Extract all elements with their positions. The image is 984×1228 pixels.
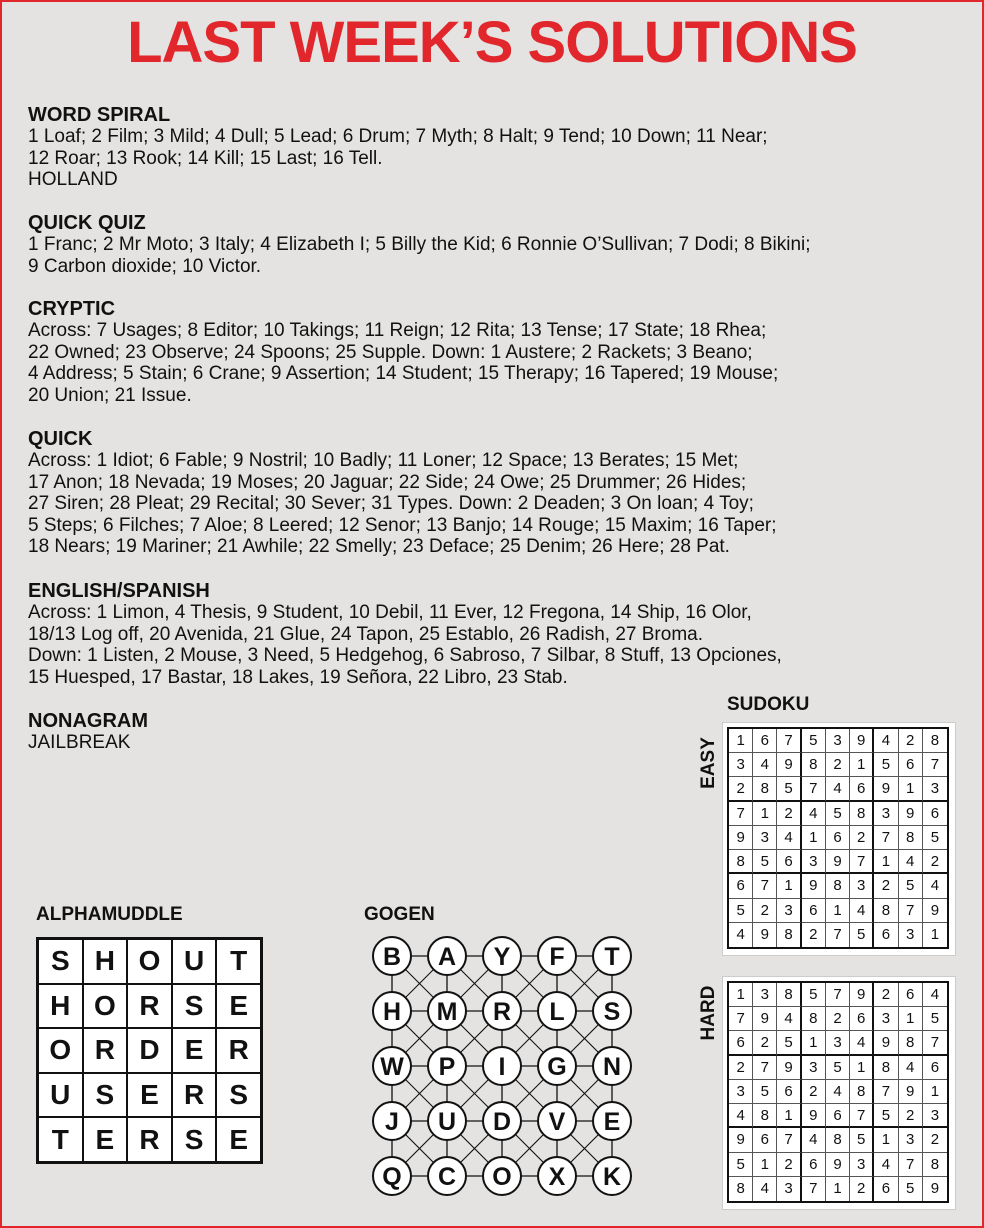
sudoku-cell: 4 xyxy=(777,826,801,850)
sudoku-cell: 2 xyxy=(923,850,947,874)
sudoku-cell: 4 xyxy=(850,899,874,923)
gogen-letter: N xyxy=(602,1053,622,1081)
sudoku-cell: 2 xyxy=(802,923,826,947)
sudoku-cell: 2 xyxy=(850,826,874,850)
gogen-letter: R xyxy=(492,998,512,1026)
gogen-letter: Q xyxy=(382,1163,402,1191)
alphamuddle-cell: T xyxy=(216,939,261,984)
sudoku-cell: 1 xyxy=(729,729,753,753)
alphamuddle-cell: R xyxy=(216,1028,261,1073)
gogen-letter: F xyxy=(549,943,565,971)
sudoku-cell: 6 xyxy=(802,1153,826,1177)
alphamuddle-cell: E xyxy=(216,984,261,1029)
section-quick-quiz xyxy=(28,212,968,277)
sudoku-cell: 9 xyxy=(753,923,777,947)
sudoku-cell: 3 xyxy=(729,753,753,777)
sudoku-cell: 3 xyxy=(826,729,850,753)
sudoku-cell: 1 xyxy=(874,1128,898,1152)
sudoku-cell: 4 xyxy=(923,983,947,1007)
alphamuddle-cell: S xyxy=(216,1073,261,1118)
sudoku-cell: 7 xyxy=(850,850,874,874)
gogen-letter: D xyxy=(492,1108,512,1136)
alphamuddle-cell: H xyxy=(83,939,128,984)
sudoku-heading: SUDOKU xyxy=(727,694,810,715)
section-heading: WORD SPIRAL xyxy=(28,104,171,126)
alphamuddle-cell: D xyxy=(127,1028,172,1073)
sudoku-cell: 1 xyxy=(850,1056,874,1080)
sudoku-cell: 3 xyxy=(826,1031,850,1055)
sudoku-cell: 4 xyxy=(850,1031,874,1055)
sudoku-cell: 6 xyxy=(899,753,923,777)
sudoku-cell: 8 xyxy=(729,850,753,874)
sudoku-cell: 2 xyxy=(899,1104,923,1128)
section-heading: ENGLISH/SPANISH xyxy=(28,580,210,602)
sudoku-cell: 7 xyxy=(923,1031,947,1055)
section-cryptic xyxy=(28,298,968,406)
alphamuddle-cell: E xyxy=(172,1028,217,1073)
sudoku-cell: 4 xyxy=(753,1177,777,1201)
gogen-letter: K xyxy=(602,1163,622,1191)
sudoku-cell: 9 xyxy=(899,1080,923,1104)
alphamuddle-cell: R xyxy=(127,1117,172,1162)
sudoku-cell: 2 xyxy=(826,1007,850,1031)
sudoku-cell: 3 xyxy=(802,850,826,874)
sudoku-cell: 6 xyxy=(729,1031,753,1055)
sudoku-cell: 6 xyxy=(850,777,874,801)
sudoku-cell: 7 xyxy=(753,1056,777,1080)
sudoku-cell: 7 xyxy=(753,874,777,898)
sudoku-cell: 2 xyxy=(729,1056,753,1080)
sudoku-cell: 7 xyxy=(777,1128,801,1152)
gogen-letter: L xyxy=(549,998,565,1026)
sudoku-cell: 7 xyxy=(874,1080,898,1104)
sudoku-cell: 2 xyxy=(850,1177,874,1201)
alphamuddle-cell: S xyxy=(172,984,217,1029)
alphamuddle-cell: R xyxy=(83,1028,128,1073)
sudoku-easy-label: EASY xyxy=(698,737,719,789)
sudoku-cell: 1 xyxy=(753,1153,777,1177)
sudoku-cell: 5 xyxy=(729,1153,753,1177)
sudoku-cell: 5 xyxy=(850,923,874,947)
section-heading: NONAGRAM xyxy=(28,710,148,732)
sudoku-cell: 6 xyxy=(874,923,898,947)
alphamuddle-cell: U xyxy=(172,939,217,984)
section-body: Across: 7 Usages; 8 Editor; 10 Takings; 11 Reign; 12 Rita; 13 Tense; 17 State; 18 Rhea; 22 Owned; 23 Observe; 24 Spoons; 25 Supple. Down: 1 Austere; 2 Rackets; 3 Beano; 4 Address; 5 Stain; 6 Crane; 9 Assertion; 14 Student; 15 Therapy; 16 Tapered; 19 Mouse; 20 Union; 21 Issue. xyxy=(28,320,779,406)
alphamuddle-cell: H xyxy=(38,984,83,1029)
section-body: 1 Loaf; 2 Film; 3 Mild; 4 Dull; 5 Lead; 6 Drum; 7 Myth; 8 Halt; 9 Tend; 10 Down; 11 Near; 12 Roar; 13 Rook; 14 Kill; 15 Last; 16 Tell. HOLLAND xyxy=(28,126,768,191)
alphamuddle-cell: E xyxy=(83,1117,128,1162)
sudoku-cell: 1 xyxy=(874,850,898,874)
sudoku-cell: 6 xyxy=(850,1007,874,1031)
sudoku-cell: 4 xyxy=(899,1056,923,1080)
sudoku-cell: 4 xyxy=(802,802,826,826)
sudoku-cell: 1 xyxy=(777,1104,801,1128)
sudoku-cell: 5 xyxy=(923,826,947,850)
sudoku-cell: 5 xyxy=(802,729,826,753)
sudoku-cell: 8 xyxy=(729,1177,753,1201)
sudoku-cell: 2 xyxy=(777,1153,801,1177)
sudoku-cell: 8 xyxy=(802,1007,826,1031)
sudoku-cell: 4 xyxy=(923,874,947,898)
sudoku-cell: 2 xyxy=(729,777,753,801)
sudoku-cell: 6 xyxy=(923,802,947,826)
sudoku-cell: 4 xyxy=(826,1080,850,1104)
sudoku-cell: 1 xyxy=(899,1007,923,1031)
gogen-letter: W xyxy=(380,1053,404,1081)
sudoku-cell: 7 xyxy=(729,802,753,826)
sudoku-cell: 5 xyxy=(753,1080,777,1104)
alphamuddle-cell: O xyxy=(127,939,172,984)
sudoku-cell: 9 xyxy=(802,874,826,898)
sudoku-cell: 9 xyxy=(930,1180,940,1198)
alphamuddle-cell: E xyxy=(216,1117,261,1162)
alphamuddle-cell: T xyxy=(38,1117,83,1162)
sudoku-cell: 8 xyxy=(923,729,947,753)
sudoku-cell: 1 xyxy=(930,926,940,944)
sudoku-cell: 7 xyxy=(802,777,826,801)
sudoku-cell: 9 xyxy=(923,899,947,923)
gogen-letter: P xyxy=(438,1053,456,1081)
gogen-heading: GOGEN xyxy=(364,904,435,925)
sudoku-cell: 7 xyxy=(874,826,898,850)
sudoku-cell: 2 xyxy=(753,899,777,923)
sudoku-cell: 6 xyxy=(753,1128,777,1152)
section-heading: QUICK xyxy=(28,428,93,450)
gogen-letter: S xyxy=(603,998,621,1026)
sudoku-cell: 9 xyxy=(729,1128,753,1152)
sudoku-hard-grid xyxy=(727,981,949,1203)
gogen-letter: A xyxy=(437,943,457,971)
sudoku-cell: 4 xyxy=(729,1104,753,1128)
alphamuddle-cell: R xyxy=(127,984,172,1029)
sudoku-cell: 5 xyxy=(777,777,801,801)
sudoku-cell: 2 xyxy=(777,802,801,826)
sudoku-cell: 8 xyxy=(753,1104,777,1128)
sudoku-cell: 8 xyxy=(777,923,801,947)
sudoku-cell: 5 xyxy=(826,1056,850,1080)
gogen-letter: O xyxy=(492,1163,512,1191)
sudoku-cell: 7 xyxy=(802,1177,826,1201)
alphamuddle-cell: U xyxy=(38,1073,83,1118)
sudoku-cell: 3 xyxy=(729,1080,753,1104)
sudoku-cell: 7 xyxy=(850,1104,874,1128)
sudoku-cell: 3 xyxy=(923,1104,947,1128)
sudoku-cell: 2 xyxy=(753,1031,777,1055)
sudoku-cell: 9 xyxy=(874,1031,898,1055)
sudoku-cell: 6 xyxy=(802,899,826,923)
sudoku-cell: 4 xyxy=(753,753,777,777)
section-body: Across: 1 Limon, 4 Thesis, 9 Student, 10 Debil, 11 Ever, 12 Fregona, 14 Ship, 16 Olor, 18/13 Log off, 20 Avenida, 21 Glue, 24 Tapon, 25 Establo, 26 Radish, 27 Broma. Down: 1 Listen, 2 Mouse, 3 Need, 5 Hedgehog, 6 Sabroso, 7 Silbar, 8 Stuff, 13 Opciones, 15 Huesped, 17 Bastar, 18 Lakes, 19 Señora, 22 Libro, 23 Stab. xyxy=(28,602,782,688)
section-word-spiral xyxy=(28,104,968,191)
sudoku-cell: 2 xyxy=(874,983,898,1007)
sudoku-cell: 7 xyxy=(899,1153,923,1177)
gogen-letter: C xyxy=(437,1163,457,1191)
sudoku-cell: 7 xyxy=(729,1007,753,1031)
sudoku-cell: 9 xyxy=(850,983,874,1007)
gogen-letter: J xyxy=(385,1108,399,1136)
section-nonagram xyxy=(28,710,428,754)
sudoku-cell: 6 xyxy=(826,1104,850,1128)
sudoku-cell: 8 xyxy=(753,777,777,801)
sudoku-cell: 5 xyxy=(874,753,898,777)
sudoku-cell: 4 xyxy=(777,1007,801,1031)
sudoku-cell: 9 xyxy=(826,850,850,874)
sudoku-cell: 9 xyxy=(874,777,898,801)
gogen-letter: B xyxy=(382,943,402,971)
sudoku-cell: 2 xyxy=(802,1080,826,1104)
sudoku-cell: 9 xyxy=(826,1153,850,1177)
sudoku-cell: 7 xyxy=(777,729,801,753)
sudoku-cell: 1 xyxy=(850,753,874,777)
sudoku-easy-grid xyxy=(727,727,949,949)
sudoku-cell: 4 xyxy=(899,850,923,874)
sudoku-cell: 9 xyxy=(753,1007,777,1031)
sudoku-cell: 8 xyxy=(923,1153,947,1177)
sudoku-cell: 3 xyxy=(850,1153,874,1177)
section-heading: QUICK QUIZ xyxy=(28,212,146,234)
alphamuddle-cell: E xyxy=(127,1073,172,1118)
sudoku-cell: 4 xyxy=(802,1128,826,1152)
alphamuddle-heading: ALPHAMUDDLE xyxy=(36,904,183,925)
sudoku-cell: 8 xyxy=(874,1056,898,1080)
alphamuddle-cell: S xyxy=(83,1073,128,1118)
sudoku-cell: 6 xyxy=(777,850,801,874)
sudoku-cell: 3 xyxy=(899,923,923,947)
sudoku-cell: 6 xyxy=(923,1056,947,1080)
sudoku-cell: 2 xyxy=(826,753,850,777)
sudoku-cell: 8 xyxy=(777,983,801,1007)
sudoku-cell: 8 xyxy=(899,1031,923,1055)
gogen-letter: E xyxy=(603,1108,621,1136)
gogen-letter: I xyxy=(498,1053,506,1081)
sudoku-cell: 9 xyxy=(899,802,923,826)
sudoku-hard-label: HARD xyxy=(698,985,719,1041)
sudoku-hard xyxy=(722,976,956,1210)
gogen-letter: X xyxy=(548,1163,566,1191)
sudoku-cell: 5 xyxy=(753,850,777,874)
gogen-letter: M xyxy=(436,998,458,1026)
sudoku-cell: 3 xyxy=(753,983,777,1007)
sudoku-cell: 4 xyxy=(826,777,850,801)
sudoku-cell: 5 xyxy=(850,1128,874,1152)
sudoku-cell: 1 xyxy=(753,802,777,826)
sudoku-cell: 7 xyxy=(899,899,923,923)
sudoku-cell: 1 xyxy=(729,983,753,1007)
section-body: Across: 1 Idiot; 6 Fable; 9 Nostril; 10 Badly; 11 Loner; 12 Space; 13 Berates; 15 Met; 17 Anon; 18 Nevada; 19 Moses; 20 Jaguar; 22 Side; 24 Owe; 25 Drummer; 26 Hides; 27 Siren; 28 Pleat; 29 Recital; 30 Sever; 31 Types. Down: 2 Deaden; 3 On loan; 4 Toy; 5 Steps; 6 Filches; 7 Aloe; 8 Leered; 12 Senor; 13 Banjo; 14 Rouge; 15 Maxim; 16 Taper; 18 Nears; 19 Mariner; 21 Awhile; 22 Smelly; 23 Deface; 25 Denim; 26 Here; 28 Pat. xyxy=(28,450,777,558)
sudoku-cell: 5 xyxy=(899,1177,923,1201)
sudoku-cell: 6 xyxy=(899,983,923,1007)
sudoku-cell: 8 xyxy=(850,802,874,826)
sudoku-cell: 8 xyxy=(826,874,850,898)
sudoku-cell: 9 xyxy=(729,826,753,850)
sudoku-cell: 1 xyxy=(802,826,826,850)
sudoku-cell: 3 xyxy=(899,1128,923,1152)
section-english-spanish xyxy=(28,580,968,688)
gogen-letter: V xyxy=(548,1108,566,1136)
sudoku-easy xyxy=(722,722,956,956)
sudoku-cell: 6 xyxy=(753,729,777,753)
sudoku-cell: 1 xyxy=(826,899,850,923)
section-body: JAILBREAK xyxy=(28,732,131,753)
sudoku-cell: 2 xyxy=(874,874,898,898)
sudoku-cell: 6 xyxy=(874,1177,898,1201)
sudoku-cell: 4 xyxy=(874,729,898,753)
alphamuddle-cell: O xyxy=(83,984,128,1029)
gogen-letter: T xyxy=(604,943,620,971)
sudoku-cell: 8 xyxy=(850,1080,874,1104)
sudoku-cell: 8 xyxy=(826,1128,850,1152)
section-heading: CRYPTIC xyxy=(28,298,116,320)
sudoku-cell: 5 xyxy=(874,1104,898,1128)
sudoku-cell: 4 xyxy=(729,923,753,947)
gogen-letter: U xyxy=(437,1108,457,1136)
sudoku-cell: 3 xyxy=(777,1177,801,1201)
sudoku-cell: 9 xyxy=(777,753,801,777)
sudoku-cell: 9 xyxy=(850,729,874,753)
alphamuddle-cell: R xyxy=(172,1073,217,1118)
sudoku-cell: 3 xyxy=(802,1056,826,1080)
sudoku-cell: 3 xyxy=(874,1007,898,1031)
sudoku-cell: 4 xyxy=(874,1153,898,1177)
sudoku-cell: 2 xyxy=(899,729,923,753)
sudoku-cell: 8 xyxy=(802,753,826,777)
sudoku-cell: 6 xyxy=(826,826,850,850)
sudoku-cell: 5 xyxy=(777,1031,801,1055)
sudoku-cell: 3 xyxy=(923,777,947,801)
gogen-letter: Y xyxy=(493,943,511,971)
sudoku-cell: 1 xyxy=(899,777,923,801)
sudoku-cell: 3 xyxy=(753,826,777,850)
sudoku-cell: 5 xyxy=(802,983,826,1007)
gogen-letter: H xyxy=(382,998,402,1026)
sudoku-cell: 6 xyxy=(729,874,753,898)
sudoku-cell: 6 xyxy=(777,1080,801,1104)
sudoku-cell: 9 xyxy=(777,1056,801,1080)
sudoku-cell: 1 xyxy=(802,1031,826,1055)
page-title: LAST WEEK’S SOLUTIONS xyxy=(127,10,857,75)
gogen-grid xyxy=(368,932,638,1202)
gogen-letter: G xyxy=(547,1053,567,1081)
sudoku-cell: 7 xyxy=(826,923,850,947)
sudoku-cell: 1 xyxy=(923,1080,947,1104)
sudoku-cell: 1 xyxy=(777,874,801,898)
sudoku-cell: 3 xyxy=(850,874,874,898)
sudoku-cell: 7 xyxy=(826,983,850,1007)
alphamuddle-grid xyxy=(36,937,263,1164)
sudoku-cell: 5 xyxy=(923,1007,947,1031)
alphamuddle-cell: S xyxy=(38,939,83,984)
sudoku-cell: 3 xyxy=(874,802,898,826)
sudoku-cell: 8 xyxy=(874,899,898,923)
sudoku-cell: 5 xyxy=(899,874,923,898)
alphamuddle-cell: S xyxy=(172,1117,217,1162)
sudoku-cell: 5 xyxy=(729,899,753,923)
sudoku-cell: 7 xyxy=(923,753,947,777)
section-quick xyxy=(28,428,968,558)
sudoku-cell: 2 xyxy=(923,1128,947,1152)
sudoku-cell: 1 xyxy=(826,1177,850,1201)
alphamuddle-cell: O xyxy=(38,1028,83,1073)
sudoku-cell: 5 xyxy=(826,802,850,826)
sudoku-cell: 9 xyxy=(802,1104,826,1128)
section-body: 1 Franc; 2 Mr Moto; 3 Italy; 4 Elizabeth I; 5 Billy the Kid; 6 Ronnie O’Sullivan; 7 Dodi; 8 Bikini; 9 Carbon dioxide; 10 Victor. xyxy=(28,234,811,277)
sudoku-cell: 3 xyxy=(777,899,801,923)
sudoku-cell: 8 xyxy=(899,826,923,850)
